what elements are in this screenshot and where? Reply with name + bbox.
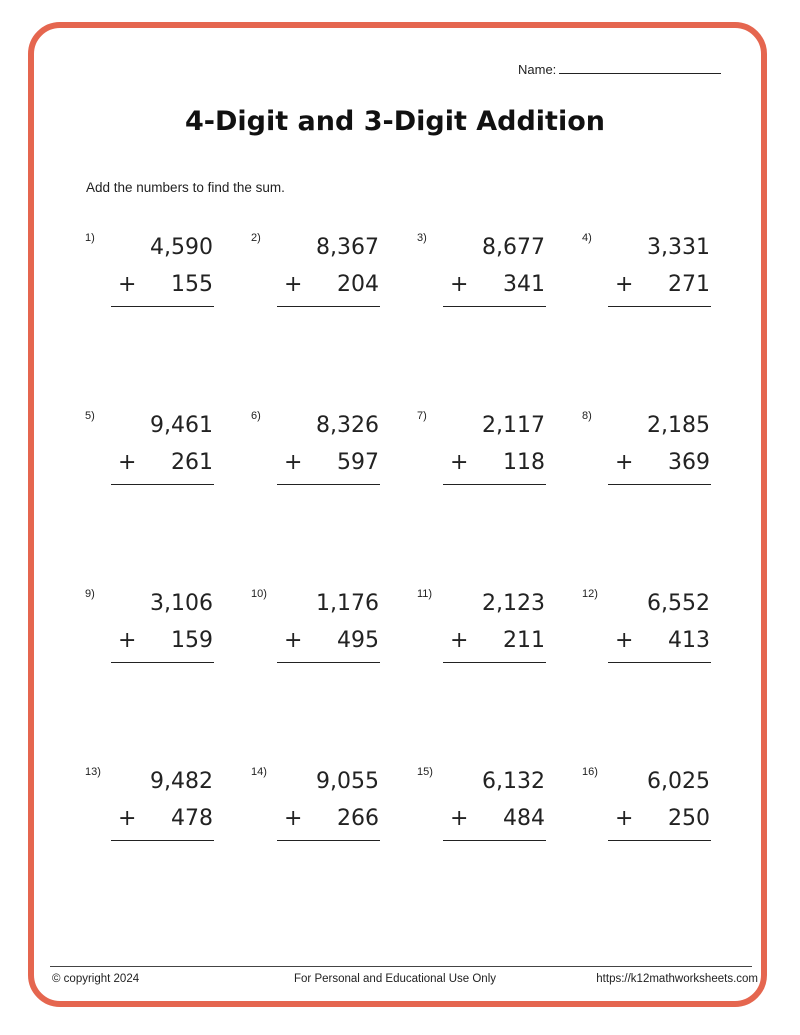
bottom-addend: 204 <box>337 272 379 297</box>
bottom-addend: 484 <box>503 806 545 831</box>
plus-sign: + <box>615 450 634 475</box>
top-addend: 9,482 <box>150 769 213 794</box>
bottom-addend: 250 <box>668 806 710 831</box>
answer-line <box>277 484 380 485</box>
top-addend: 2,123 <box>482 591 545 616</box>
problem-number: 10) <box>251 588 267 600</box>
bottom-addend: 266 <box>337 806 379 831</box>
name-blank-line[interactable] <box>559 62 721 74</box>
top-addend: 8,677 <box>482 235 545 260</box>
top-addend: 6,132 <box>482 769 545 794</box>
top-addend: 9,055 <box>316 769 379 794</box>
problem-number: 12) <box>582 588 598 600</box>
problem <box>85 232 225 312</box>
bottom-addend: 597 <box>337 450 379 475</box>
problem-number: 15) <box>417 766 433 778</box>
problem <box>251 766 391 846</box>
plus-sign: + <box>118 272 137 297</box>
answer-line <box>608 662 711 663</box>
bottom-addend: 118 <box>503 450 545 475</box>
bottom-addend: 478 <box>171 806 213 831</box>
top-addend: 2,185 <box>647 413 710 438</box>
answer-line <box>608 306 711 307</box>
problem-number: 7) <box>417 410 427 422</box>
problem-number: 11) <box>417 588 433 600</box>
plus-sign: + <box>615 272 634 297</box>
problem-number: 9) <box>85 588 95 600</box>
problem <box>582 410 722 490</box>
plus-sign: + <box>615 806 634 831</box>
problem-number: 16) <box>582 766 598 778</box>
top-addend: 8,326 <box>316 413 379 438</box>
problem-number: 13) <box>85 766 101 778</box>
top-addend: 6,025 <box>647 769 710 794</box>
plus-sign: + <box>615 628 634 653</box>
plus-sign: + <box>284 628 303 653</box>
name-label: Name: <box>518 62 557 77</box>
plus-sign: + <box>284 806 303 831</box>
problem <box>251 232 391 312</box>
footer-copyright: © copyright 2024 <box>52 973 140 985</box>
answer-line <box>111 484 214 485</box>
problem <box>417 588 557 668</box>
problem <box>85 410 225 490</box>
problem <box>582 588 722 668</box>
top-addend: 3,331 <box>647 235 710 260</box>
problem-number: 4) <box>582 232 592 244</box>
answer-line <box>443 840 546 841</box>
plus-sign: + <box>118 628 137 653</box>
problem <box>417 766 557 846</box>
instructions-text: Add the numbers to find the sum. <box>86 180 285 195</box>
bottom-addend: 261 <box>171 450 213 475</box>
plus-sign: + <box>118 450 137 475</box>
answer-line <box>443 484 546 485</box>
plus-sign: + <box>450 806 469 831</box>
problem <box>85 588 225 668</box>
problem-number: 2) <box>251 232 261 244</box>
answer-line <box>277 662 380 663</box>
top-addend: 4,590 <box>150 235 213 260</box>
answer-line <box>277 840 380 841</box>
plus-sign: + <box>118 806 137 831</box>
answer-line <box>608 840 711 841</box>
plus-sign: + <box>284 450 303 475</box>
problem-number: 3) <box>417 232 427 244</box>
plus-sign: + <box>450 272 469 297</box>
top-addend: 1,176 <box>316 591 379 616</box>
answer-line <box>111 840 214 841</box>
bottom-addend: 155 <box>171 272 213 297</box>
problem-number: 1) <box>85 232 95 244</box>
answer-line <box>111 662 214 663</box>
top-addend: 3,106 <box>150 591 213 616</box>
problem <box>85 766 225 846</box>
problem <box>251 588 391 668</box>
problem <box>582 232 722 312</box>
top-addend: 2,117 <box>482 413 545 438</box>
problem <box>251 410 391 490</box>
worksheet-border <box>28 22 767 1007</box>
answer-line <box>608 484 711 485</box>
problem <box>417 410 557 490</box>
bottom-addend: 211 <box>503 628 545 653</box>
name-field[interactable] <box>518 62 721 77</box>
bottom-addend: 495 <box>337 628 379 653</box>
top-addend: 6,552 <box>647 591 710 616</box>
footer-divider <box>50 966 752 967</box>
plus-sign: + <box>284 272 303 297</box>
footer-url[interactable]: https://k12mathworksheets.com <box>596 973 758 985</box>
plus-sign: + <box>450 628 469 653</box>
bottom-addend: 369 <box>668 450 710 475</box>
bottom-addend: 159 <box>171 628 213 653</box>
problem <box>582 766 722 846</box>
problem-number: 8) <box>582 410 592 422</box>
bottom-addend: 413 <box>668 628 710 653</box>
problem-number: 14) <box>251 766 267 778</box>
answer-line <box>443 306 546 307</box>
footer-usage: For Personal and Educational Use Only <box>294 973 496 985</box>
problem-number: 6) <box>251 410 261 422</box>
top-addend: 9,461 <box>150 413 213 438</box>
worksheet-title: 4-Digit and 3-Digit Addition <box>184 106 605 137</box>
problem <box>417 232 557 312</box>
plus-sign: + <box>450 450 469 475</box>
problem-number: 5) <box>85 410 95 422</box>
answer-line <box>443 662 546 663</box>
answer-line <box>111 306 214 307</box>
top-addend: 8,367 <box>316 235 379 260</box>
bottom-addend: 271 <box>668 272 710 297</box>
answer-line <box>277 306 380 307</box>
bottom-addend: 341 <box>503 272 545 297</box>
